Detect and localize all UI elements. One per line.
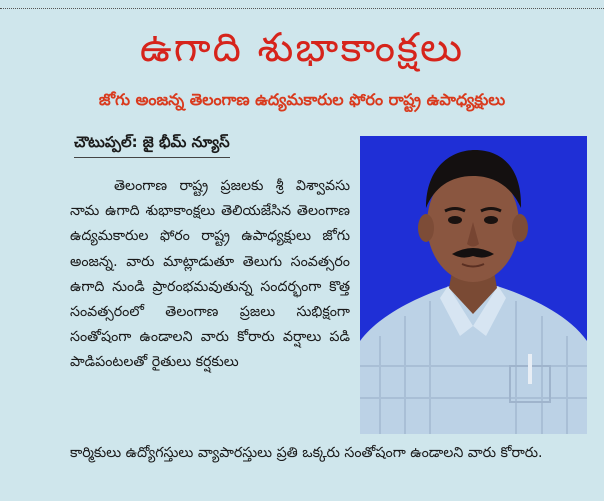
article-body: తెలంగాణ రాష్ట్ర ప్రజలకు శ్రీ విశ్వావసు నామ ఉగాది శుభాకాంక్షలు తెలియజేసిన తెలంగాణ ఉద్యమకారుల ఫోరం రాష్ట్ర ఉపాధ్యక్షులు జోగు అంజన్న. వారు మాట్లాడుతూ తెలుగు సంవత్సరం ఉగాది నుండి ప్రారంభమవుతున్న సందర్భంగా కొత్త సంవత్సరంలో తెలంగాణ ప్రజలు సుభిక్షంగా సంతోషంగా ఉండాలని వారు కోరారు వర్షాలు పడి పాడిపంటలతో రైతులు కర్షకులు [70, 178, 350, 371]
subheadline: జోగు అంజన్న తెలంగాణ ఉద్యమకారుల ఫోరం రాష్ట్ర ఉపాధ్యక్షులు [98, 90, 506, 109]
byline: చౌటుప్పల్: జై భీమ్ న్యూస్ [74, 133, 230, 158]
ear-right [512, 214, 528, 242]
eye-left [448, 216, 462, 224]
headline: ఉగాది శుభాకాంక్షలు [139, 25, 465, 71]
clipped-previous-article-edge [0, 0, 604, 9]
ear-left [418, 214, 434, 242]
eye-right [484, 216, 498, 224]
pen [528, 354, 532, 384]
portrait-photo [360, 136, 587, 434]
portrait-illustration [360, 136, 587, 434]
article-body-continued: కార్మికులు ఉద్యోగస్తులు వ్యాపారస్తులు ప్రతి ఒక్కరు సంతోషంగా ఉండాలని వారు కోరారు. [70, 445, 543, 461]
